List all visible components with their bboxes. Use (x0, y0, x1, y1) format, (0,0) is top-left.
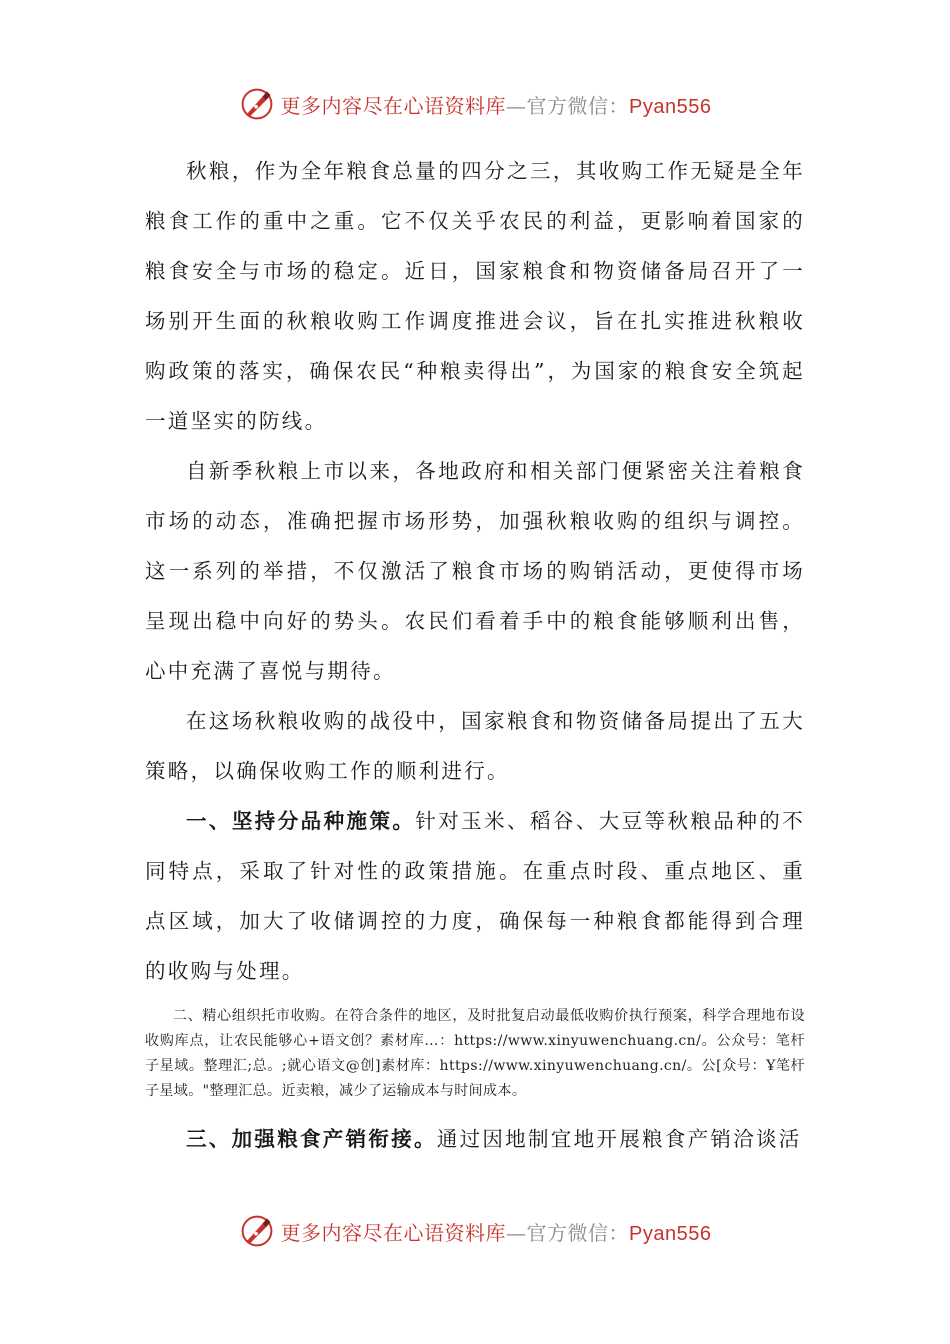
paragraph-1 (145, 146, 805, 446)
paragraph-3 (145, 696, 805, 796)
section-1-heading: 一、坚持分品种施策。 (186, 809, 416, 833)
banner-text (281, 90, 712, 119)
paragraph-4 (145, 796, 805, 996)
small-note-paragraph (145, 1004, 805, 1104)
banner-main-text: 更多内容尽在心语资料库 (280, 1220, 507, 1245)
section-3-heading: 三、加强粮食产销衔接。 (186, 1127, 437, 1151)
paragraph-2 (145, 446, 805, 696)
small-note-text: 二、精心组织托市收购。在符合条件的地区，及时批复启动最低收购价执行预案，科学合理地布设收购库点，让农民能够心+语文创？素材库…：https://www.xinyuwenchuang.cn/。公众号：笔杆子星域。整理汇;总。;就心语文@创]素材库：https://www.xinyuwenchuang.cn/。公[众号：Ұ笔杆子星域。"整理汇总。近卖粮，减少了运输成本与时间成本。 (145, 1008, 805, 1099)
banner-wechat-id: Pyan556 (629, 1222, 712, 1245)
paragraph-last-text: 通过因地制宜地开展粮食产销洽谈活 (436, 1127, 802, 1151)
header-watermark-banner (0, 84, 950, 124)
banner-main-text: 更多内容尽在心语资料库 (280, 93, 507, 118)
pen-nib-logo-icon (239, 1213, 275, 1249)
paragraph-last (145, 1114, 805, 1164)
banner-wechat-label: 官方微信： (526, 93, 630, 118)
paragraph-4-text: 针对玉米、稻谷、大豆等秋粮品种的不同特点，采取了针对性的政策措施。在重点时段、重点地区、重点区域，加大了收储调控的力度，确保每一种粮食都能得到合理的收购与处理。 (145, 809, 805, 983)
banner-text (281, 1217, 712, 1246)
banner-separator: — (506, 1220, 527, 1245)
banner-wechat-id: Pyan556 (629, 95, 712, 118)
paragraph-3-text: 在这场秋粮收购的战役中，国家粮食和物资储备局提出了五大策略，以确保收购工作的顺利进行。 (145, 709, 805, 783)
pen-nib-logo-icon (239, 86, 275, 122)
footer-watermark-banner (0, 1211, 950, 1251)
banner-separator: — (506, 93, 527, 118)
paragraph-1-text: 秋粮，作为全年粮食总量的四分之三，其收购工作无疑是全年粮食工作的重中之重。它不仅关乎农民的利益，更影响着国家的粮食安全与市场的稳定。近日，国家粮食和物资储备局召开了一场别开生面的秋粮收购工作调度推进会议，旨在扎实推进秋粮收购政策的落实，确保农民“种粮卖得出”，为国家的粮食安全筑起一道坚实的防线。 (145, 159, 805, 433)
document-body (145, 146, 805, 1164)
banner-wechat-label: 官方微信： (526, 1220, 630, 1245)
paragraph-2-text: 自新季秋粮上市以来，各地政府和相关部门便紧密关注着粮食市场的动态，准确把握市场形势，加强秋粮收购的组织与调控。这一系列的举措，不仅激活了粮食市场的购销活动，更使得市场呈现出稳中向好的势头。农民们看着手中的粮食能够顺利出售，心中充满了喜悦与期待。 (145, 459, 805, 683)
